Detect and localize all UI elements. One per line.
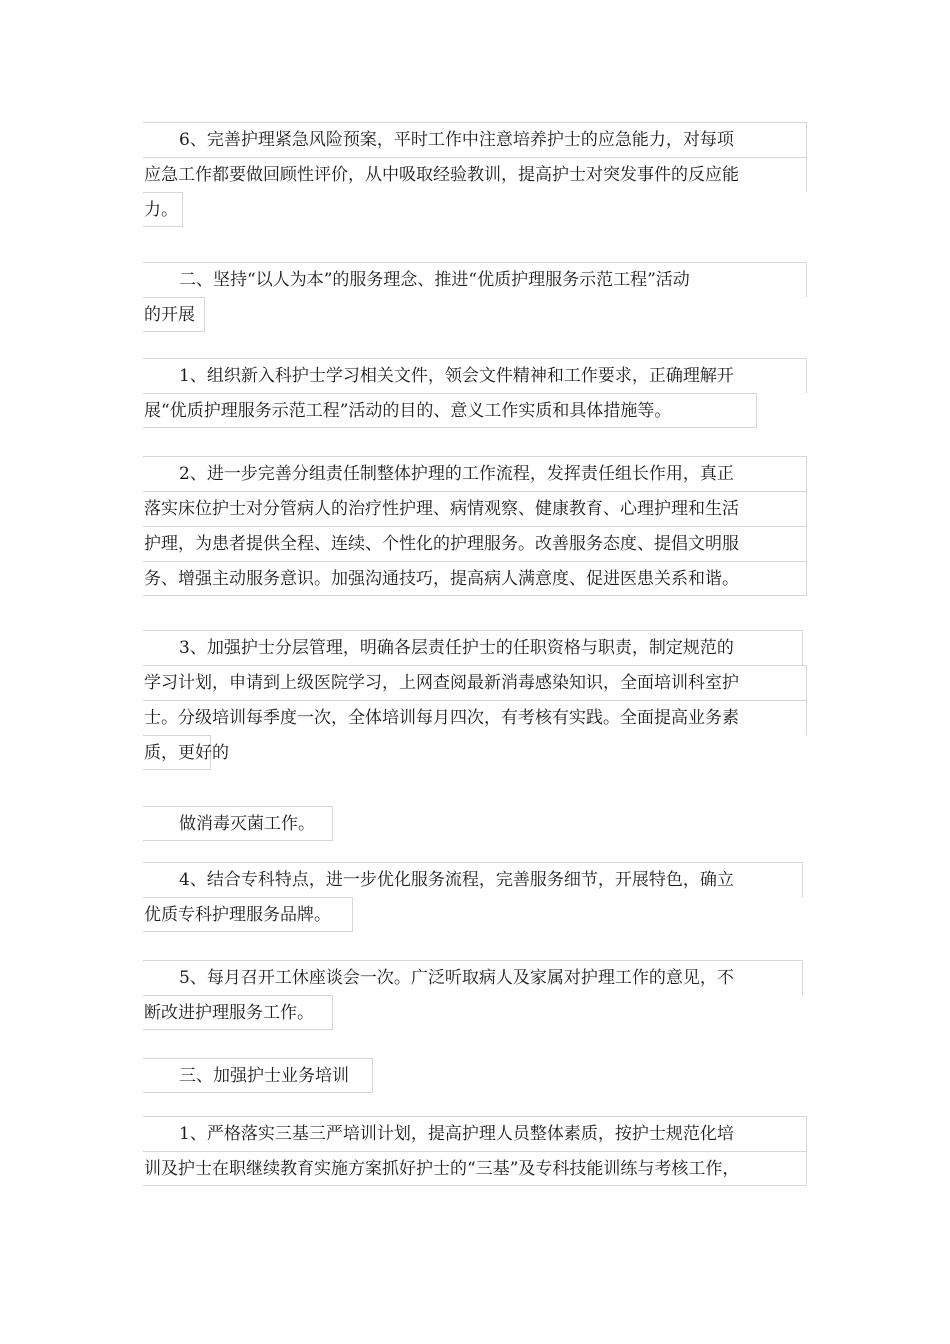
text-line: 学习计划，申请到上级医院学习，上网查阅最新消毒感染知识，全面培训科室护 (143, 665, 807, 700)
paragraph-section2-item1 (143, 358, 807, 428)
paragraph-section2-item3-continued (143, 806, 333, 841)
section-heading-3 (143, 1058, 373, 1093)
text-line: 2、进一步完善分组责任制整体护理的工作流程，发挥责任组长作用，真正 (143, 456, 807, 491)
paragraph-emergency-plan (143, 122, 807, 227)
text-line: 1、严格落实三基三严培训计划，提高护理人员整体素质，按护士规范化培 (143, 1116, 807, 1151)
text-line: 5、每月召开工休座谈会一次。广泛听取病人及家属对护理工作的意见，不 (143, 960, 803, 995)
text-line: 断改进护理服务工作。 (143, 995, 333, 1030)
text-line: 落实床位护士对分管病人的治疗性护理、病情观察、健康教育、心理护理和生活 (143, 491, 807, 526)
paragraph-section2-item2 (143, 456, 807, 596)
text-line: 应急工作都要做回顾性评价，从中吸取经验教训，提高护士对突发事件的反应能 (143, 157, 807, 192)
text-line: 二、坚持“以人为本”的服务理念、推进“优质护理服务示范工程”活动 (143, 262, 807, 297)
paragraph-section2-item3 (143, 630, 807, 770)
text-line: 士。分级培训每季度一次，全体培训每月四次，有考核有实践。全面提高业务素 (143, 700, 807, 735)
text-line: 护理，为患者提供全程、连续、个性化的护理服务。改善服务态度、提倡文明服 (143, 526, 807, 561)
text-line: 的开展 (143, 297, 205, 332)
paragraph-section3-item1 (143, 1116, 807, 1186)
text-line: 训及护士在职继续教育实施方案抓好护士的“三基”及专科技能训练与考核工作， (143, 1151, 807, 1186)
text-line: 6、完善护理紧急风险预案，平时工作中注意培养护士的应急能力，对每项 (143, 122, 807, 157)
paragraph-section2-item4 (143, 862, 803, 932)
text-line: 质，更好的 (143, 735, 211, 770)
text-line: 三、加强护士业务培训 (143, 1058, 373, 1093)
text-line: 力。 (143, 192, 183, 227)
text-line: 4、结合专科特点，进一步优化服务流程，完善服务细节，开展特色，确立 (143, 862, 803, 897)
text-line: 3、加强护士分层管理，明确各层责任护士的任职资格与职责，制定规范的 (143, 630, 803, 665)
text-line: 1、组织新入科护士学习相关文件，领会文件精神和工作要求，正确理解开 (143, 358, 807, 393)
section-heading-2 (143, 262, 807, 332)
text-line: 做消毒灭菌工作。 (143, 806, 333, 841)
paragraph-section2-item5 (143, 960, 803, 1030)
text-line: 优质专科护理服务品牌。 (143, 897, 353, 932)
text-line: 展“优质护理服务示范工程”活动的目的、意义工作实质和具体措施等。 (143, 393, 757, 428)
text-line: 务、增强主动服务意识。加强沟通技巧，提高病人满意度、促进医患关系和谐。 (143, 561, 807, 596)
